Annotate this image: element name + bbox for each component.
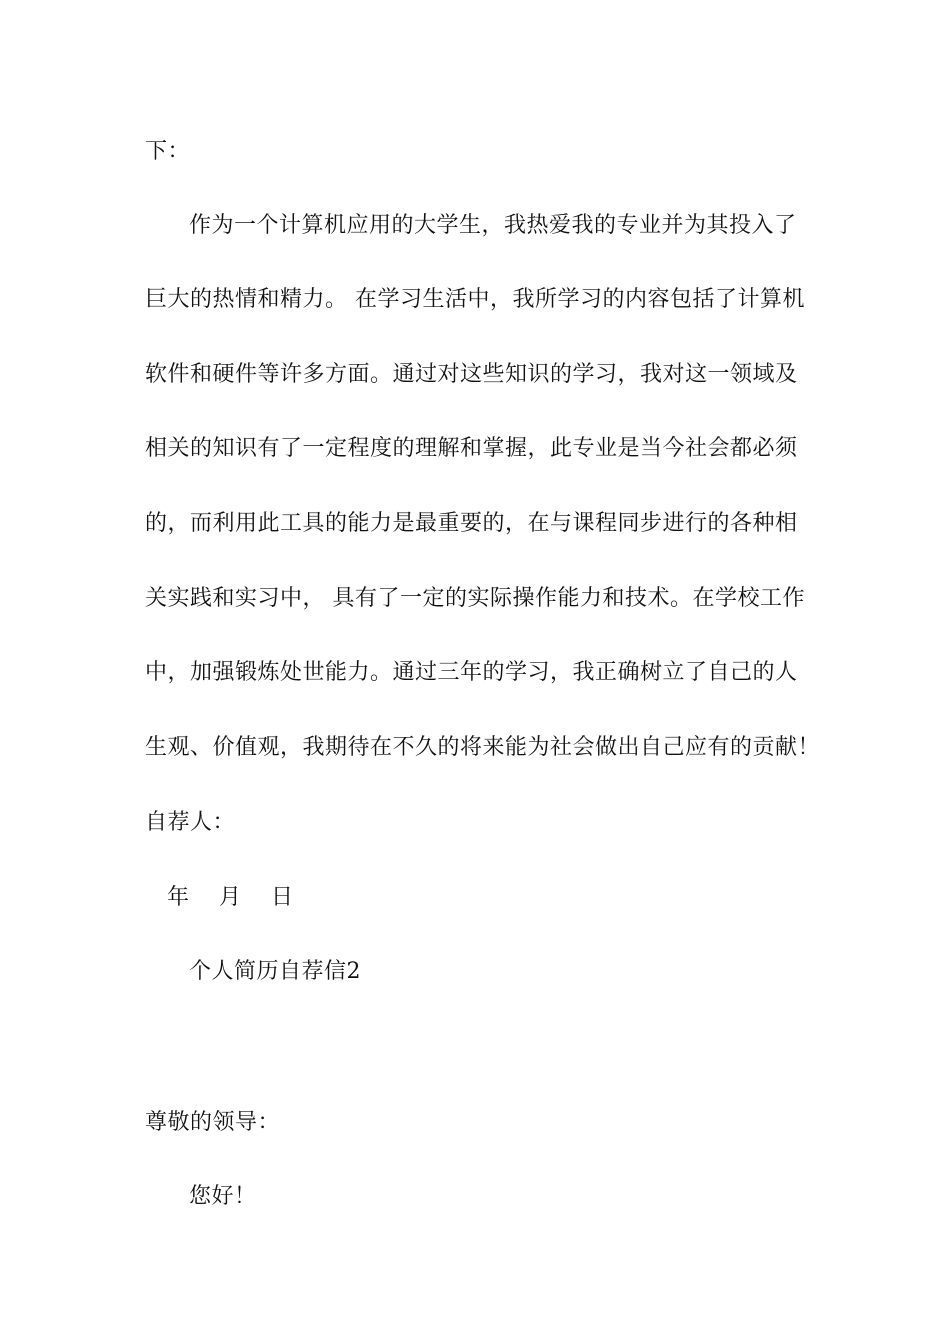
section-title: 个人简历自荐信2 bbox=[189, 959, 361, 984]
text-line: 相关的知识有了一定程度的理解和掌握，此专业是当今社会都必须 bbox=[145, 436, 798, 461]
date-year: 年 bbox=[167, 885, 190, 910]
salutation: 尊敬的领导： bbox=[145, 1110, 281, 1135]
text-line: 的，而利用此工具的能力是最重要的，在与课程同步进行的各种相 bbox=[145, 511, 798, 536]
signature-label: 自荐人： bbox=[145, 810, 236, 835]
date-line bbox=[167, 883, 316, 913]
text-line: 关实践和实习中， 具有了一定的实际操作能力和技术。在学校工作 bbox=[145, 586, 805, 611]
text-line: 中，加强锻炼处世能力。通过三年的学习，我正确树立了自己的人 bbox=[145, 660, 798, 685]
greeting: 您好！ bbox=[189, 1184, 257, 1209]
date-month: 月 bbox=[219, 885, 242, 910]
text-line: 巨大的热情和精力。 在学习生活中，我所学习的内容包括了计算机 bbox=[145, 287, 805, 312]
paragraph-first-line: 作为一个计算机应用的大学生，我热爱我的专业并为其投入了 bbox=[189, 213, 797, 238]
text-line: 下： bbox=[145, 139, 191, 164]
text-line: 生观、价值观，我期待在不久的将来能为社会做出自己应有的贡献！ bbox=[145, 735, 821, 760]
date-day: 日 bbox=[271, 885, 294, 910]
text-line: 软件和硬件等许多方面。通过对这些知识的学习，我对这一领域及 bbox=[145, 362, 798, 387]
